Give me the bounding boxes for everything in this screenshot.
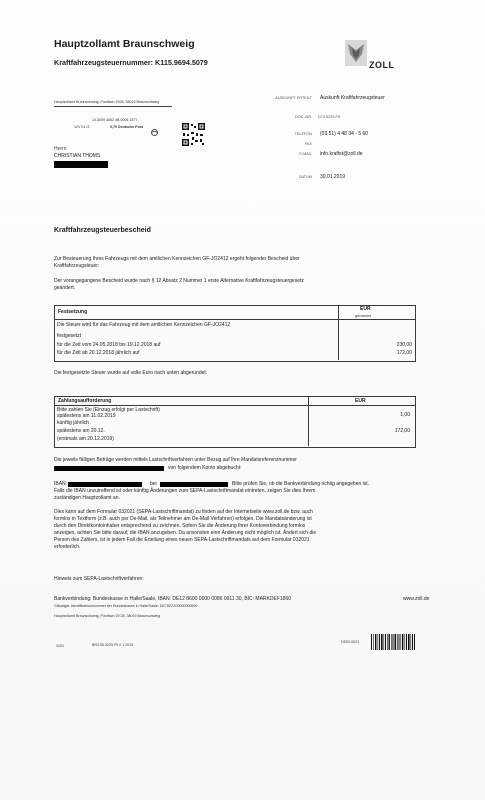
previous-notice-line: geändert. <box>54 285 76 291</box>
festsetzung-line: festgesetzt <box>57 333 82 339</box>
info-label: AUSKUNFT ERTEILT <box>275 96 312 100</box>
eagle-emblem-icon <box>343 38 411 76</box>
zahlung-line: spätestens am 20.12. <box>57 428 105 434</box>
redacted-iban <box>68 482 142 487</box>
redacted-mandate <box>54 466 164 471</box>
form-line: durch den Direktkontoinhaber entsprechend zu zeichnen. Sofern Sie die Änderung Ihrer Kontoverbindung formlos <box>54 523 306 529</box>
tax-number-value: K115.9694.5079 <box>155 58 208 67</box>
website[interactable]: www.zoll.de <box>403 596 430 602</box>
zahlung-line: spätestens am 11.02.2019 <box>57 413 116 419</box>
zahlung-amount: 1,00 <box>400 412 410 418</box>
previous-notice-line: Der vorangegangene Bescheid wurde nach § 12 Absatz 2 Nummer 1 erste Alternative Kraftfahrzeugsteuergesetz <box>54 278 304 284</box>
form-line: formlos in Textform (z.B. auch per De-Mail, als Teilnehmer am De-Mail Verfahren) erfolgen. Die Mandatsänderung ist <box>54 516 312 522</box>
zahlung-line: Bitte zahlen Sie (Einzug erfolgt per Lastschrift) <box>57 407 160 413</box>
iban-line: zuständigen Hauptzollamt an. <box>54 495 120 501</box>
form-line: erforderlich. <box>54 544 81 550</box>
info-value: Auskunft Kraftfahrzeugsteuer <box>320 95 385 101</box>
table-header-divider <box>55 319 415 320</box>
postal-meta: 12V 01 /3 <box>74 125 90 129</box>
info-value: info.kraftst@zoll.de <box>320 151 363 157</box>
redacted-bank <box>160 482 228 487</box>
festsetzung-line: für die Zeit ab 20.12.2018 jährlich auf <box>57 350 140 356</box>
info-value: (03 51) 4 48 34 - 5 60 <box>320 131 369 137</box>
zahlungsaufforderung-table <box>54 396 416 448</box>
sender-rule <box>54 106 172 107</box>
intro-line: Kraftfahrzeugsteuer: <box>54 263 100 269</box>
form-line: anzeigen, achten Sie bitte darauf, die IBAN anzugeben. Da ansonsten eine Änderung nicht möglich ist. Ändert sich die <box>54 530 317 536</box>
recipient-salutation: Herrn <box>54 146 67 152</box>
festsetzung-amount: 172,00 <box>396 350 412 356</box>
festsetzung-table <box>54 305 416 362</box>
iban-line: Bitte prüfen Sie, ob die Bankverbindung richtig angegeben ist. <box>232 481 370 487</box>
creditor-line: Gläubiger-Identifikationsnummer der Bundeskasse in Halle/Saale: DE78ZZZ00000000990 <box>54 604 198 608</box>
footer-code: DE02-0021 <box>341 640 360 644</box>
info-column <box>270 95 420 187</box>
zahlung-currency: EUR <box>355 398 366 404</box>
festsetzung-line: Die Steuer wird für das Fahrzeug mit dem amtlichen Kennzeichen GF-JO2412 <box>57 322 231 328</box>
address-line: Hauptzollamt Braunschweig, Postfach 29 28, 38019 Braunschweig <box>54 614 161 618</box>
footer-form-number: 3101 <box>56 644 64 648</box>
info-label: DATUM <box>298 175 312 179</box>
deutsche-post-icon <box>150 123 159 130</box>
recipient-name: CHRISTIAN THOMS <box>54 153 101 159</box>
iban-label: IBAN: <box>54 481 68 487</box>
festsetzung-amount: 230,00 <box>396 342 412 348</box>
info-label: DOK.-NR. <box>294 115 312 119</box>
tax-number-label: Kraftfahrzeugsteuernummer: <box>54 58 154 67</box>
intro-line: Zur Besteuerung Ihres Fahrzeugs mit dem amtlichen Kennzeichen GF-JO2412 ergeht folgender Bescheid über <box>54 256 300 262</box>
iban-line: Falls die IBAN unzutreffend ist oder künftig Änderungen zum SEPA-Lastschriftmandat eintreten, zeigen Sie dies Ihrem <box>54 488 316 494</box>
tax-number-line <box>54 58 208 67</box>
iban-bank-label: bei <box>150 481 157 487</box>
barcode-icon <box>371 634 415 650</box>
form-line: Person des Zahlers, ist in jedem Fall die Erteilung eines neuen SEPA-Lastschriftmandats auf dem Formular 032021 <box>54 537 310 543</box>
festsetzung-line: für die Zeit vom 24.05.2018 bis 19.12.2018 auf <box>57 342 161 348</box>
info-value: D73.0229.F9 <box>318 115 340 119</box>
authority-title: Hauptzollamt Braunschweig <box>54 38 195 50</box>
info-label: TELEFON <box>294 132 312 136</box>
festsetzung-currency: EUR <box>360 306 371 312</box>
zahlung-amount: 172,00 <box>394 428 410 434</box>
postal-code-line: 14.3009 4052 4B 0006 1577 <box>92 118 138 122</box>
sepa-line: von folgendem Konto abgebucht: <box>168 465 242 471</box>
footer-reference: BR3.05.0229.F9 0 1 2019 <box>92 643 134 647</box>
zoll-logo <box>343 38 411 76</box>
sender-line: Hauptzollamt Braunschweig, Postfach 2928, 38019 Braunschweig <box>54 100 160 104</box>
logo-text: ZOLL <box>369 60 395 70</box>
info-label: FAX <box>304 142 312 146</box>
zahlung-line: (erstmals am 20.12.2019) <box>57 436 114 442</box>
form-line: Dies kann auf dem Formular 032021 (SEPA-Lastschriftmandat) zu finden auf der Internetseite www.zoll.de bzw. auch <box>54 509 313 515</box>
sepa-hint: Hinweis zum SEPA-Lastschriftverfahren: <box>54 576 144 582</box>
document-title: Kraftfahrzeugsteuerbescheid <box>54 227 151 234</box>
sepa-line: Die jeweils fälligen Beträge werden mittels Lastschriftverfahren unter Bezug auf Ihre Mandatsreferenznummer <box>54 457 297 463</box>
zahlung-header: Zahlungsaufforderung <box>58 398 112 404</box>
festsetzung-header: Festsetzung <box>58 309 88 315</box>
table-column-divider <box>338 306 339 360</box>
rounding-note: Die festgesetzte Steuer wurde auf volle Euro nach unten abgerundet. <box>54 370 208 376</box>
bank-line: Bankverbindung: Bundeskasse in Halle/Saale, IBAN: DE12 8600 0000 0086 0011 30, BIC: MARKDEF1860 <box>54 596 291 602</box>
festsetzung-currency-sub: gerundet <box>355 313 371 318</box>
zahlung-line: künftig jährlich <box>57 420 89 426</box>
qr-code-icon <box>181 122 206 147</box>
table-header-divider <box>55 405 415 406</box>
redacted-address <box>54 161 108 168</box>
postage-label: 0,70 Deutsche Post <box>110 125 143 129</box>
info-value: 30.01.2019 <box>320 174 346 180</box>
info-label: E-MAIL <box>299 152 312 156</box>
